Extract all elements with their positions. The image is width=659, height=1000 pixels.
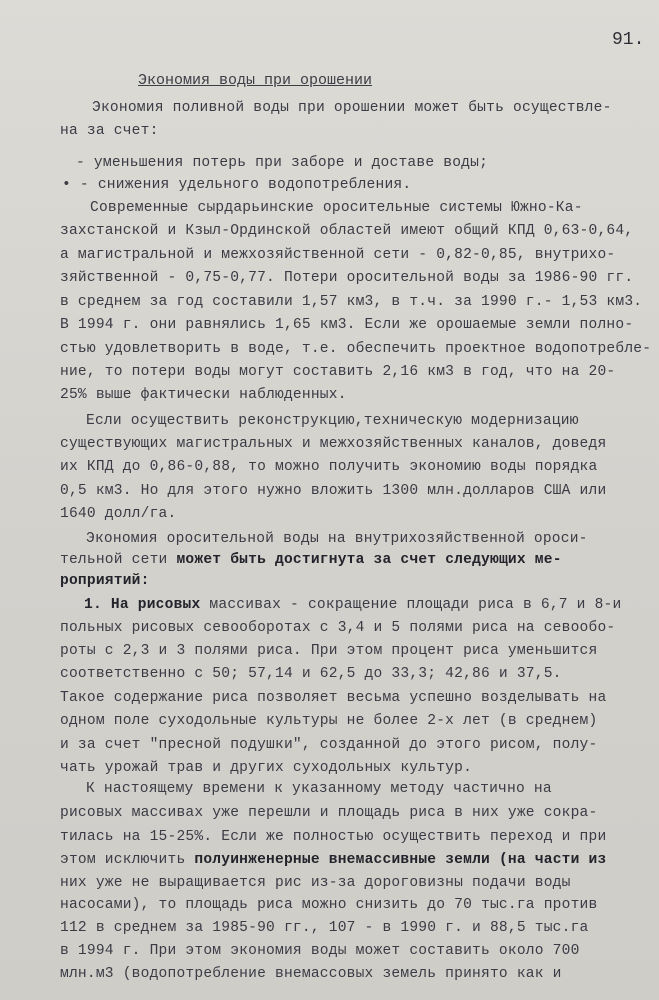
text-line: насосами), то площадь риса можно снизить до 70 тыс.га против — [60, 897, 598, 913]
text-line: на за счет: — [60, 123, 159, 139]
text-fragment: полуинженерные внемассивные земли — [194, 852, 490, 868]
list-item: • - снижения удельного водопотребления. — [62, 177, 412, 193]
text-line: В 1994 г. они равнялись 1,65 км3. Если же орошаемые земли полно- — [60, 317, 634, 333]
text-line: захстанской и Кзыл-Ординской областей имеют общий КПД 0,63-0,64, — [60, 223, 634, 239]
text-line: Такое содержание риса позволяет весьма успешно возделывать на — [60, 690, 607, 706]
page-number: 91. — [612, 30, 645, 50]
text-line: одном поле суходольные культуры не более 2-х лет (в среднем) — [60, 713, 598, 729]
text-line — [60, 852, 606, 868]
text-line: существующих магистральных и межхозяйственных каналов, доведя — [60, 436, 607, 452]
text-line: а магистральной и межхозяйственной сети - 0,82-0,85, внутрихо- — [60, 247, 616, 263]
text-fragment: 1. На рисовых — [84, 597, 201, 613]
text-line: соответственно с 50; 57,14 и 62,5 до 33,3; 42,86 и 37,5. — [60, 666, 562, 682]
text-line: 0,5 км3. Но для этого нужно вложить 1300 млн.долларов США или — [60, 483, 607, 499]
text-line: млн.м3 (водопотребление внемассовых земель принято как и — [60, 966, 562, 982]
text-fragment: (на части из — [498, 852, 607, 868]
text-fragment: массивах - сокращение площади риса в 6,7 и 8-и — [209, 597, 622, 613]
text-fragment: тельной сети — [60, 552, 168, 568]
text-line: 25% выше фактически наблюденных. — [60, 387, 347, 403]
text-line: тилась на 15-25%. Если же полностью осуществить переход и при — [60, 829, 607, 845]
text-line: в 1994 г. При этом экономия воды может составить около 700 — [60, 943, 580, 959]
text-line: польных рисовых севооборотах с 3,4 и 5 полями риса на севообо- — [60, 620, 616, 636]
text-line: роты с 2,3 и 3 полями риса. При этом процент риса уменьшится — [60, 643, 598, 659]
text-line: Современные сырдарьинские оросительные системы Южно-Ка- — [90, 200, 583, 216]
text-line: и за счет "пресной подушки", созданной до этого рисом, полу- — [60, 737, 598, 753]
text-line: стью удовлетворить в воде, т.е. обеспечить проектное водопотребле- — [60, 341, 652, 357]
text-line: их КПД до 0,86-0,88, то можно получить экономию воды порядка — [60, 459, 598, 475]
list-item: - уменьшения потерь при заборе и доставе воды; — [76, 155, 489, 171]
text-line: рисовых массивах уже перешли и площадь риса в них уже сокра- — [60, 805, 598, 821]
text-line: Экономия поливной воды при орошении может быть осуществле- — [92, 100, 612, 116]
text-line: роприятий: — [60, 573, 150, 589]
text-line: 112 в среднем за 1985-90 гг., 107 - в 1990 г. и 88,5 тыс.га — [60, 920, 589, 936]
text-fragment: этом исключить — [60, 852, 186, 868]
text-line: зяйственной - 0,75-0,77. Потери оросительной воды за 1986-90 гг. — [60, 270, 634, 286]
text-line — [84, 597, 621, 613]
text-fragment: может быть достигнута за счет следующих ме- — [176, 552, 562, 568]
text-line: Если осуществить реконструкцию,техническую модернизацию — [86, 413, 579, 429]
text-line: чать урожай трав и других суходольных культур. — [60, 760, 473, 776]
text-line — [60, 552, 562, 568]
text-line: ние, то потери воды могут составить 2,16 км3 в год, что на 20- — [60, 364, 616, 380]
text-line: в среднем за год составили 1,57 км3, в т.ч. за 1990 г.- 1,53 км3. — [60, 294, 643, 310]
text-line: К настоящему времени к указанному методу частично на — [86, 781, 552, 797]
text-line: них уже не выращивается рис из-за дороговизны подачи воды — [60, 875, 571, 891]
text-line: Экономия оросительной воды на внутрихозяйственной ороси- — [86, 531, 588, 547]
text-line: 1640 долл/га. — [60, 506, 177, 522]
section-title: Экономия воды при орошении — [138, 72, 373, 89]
